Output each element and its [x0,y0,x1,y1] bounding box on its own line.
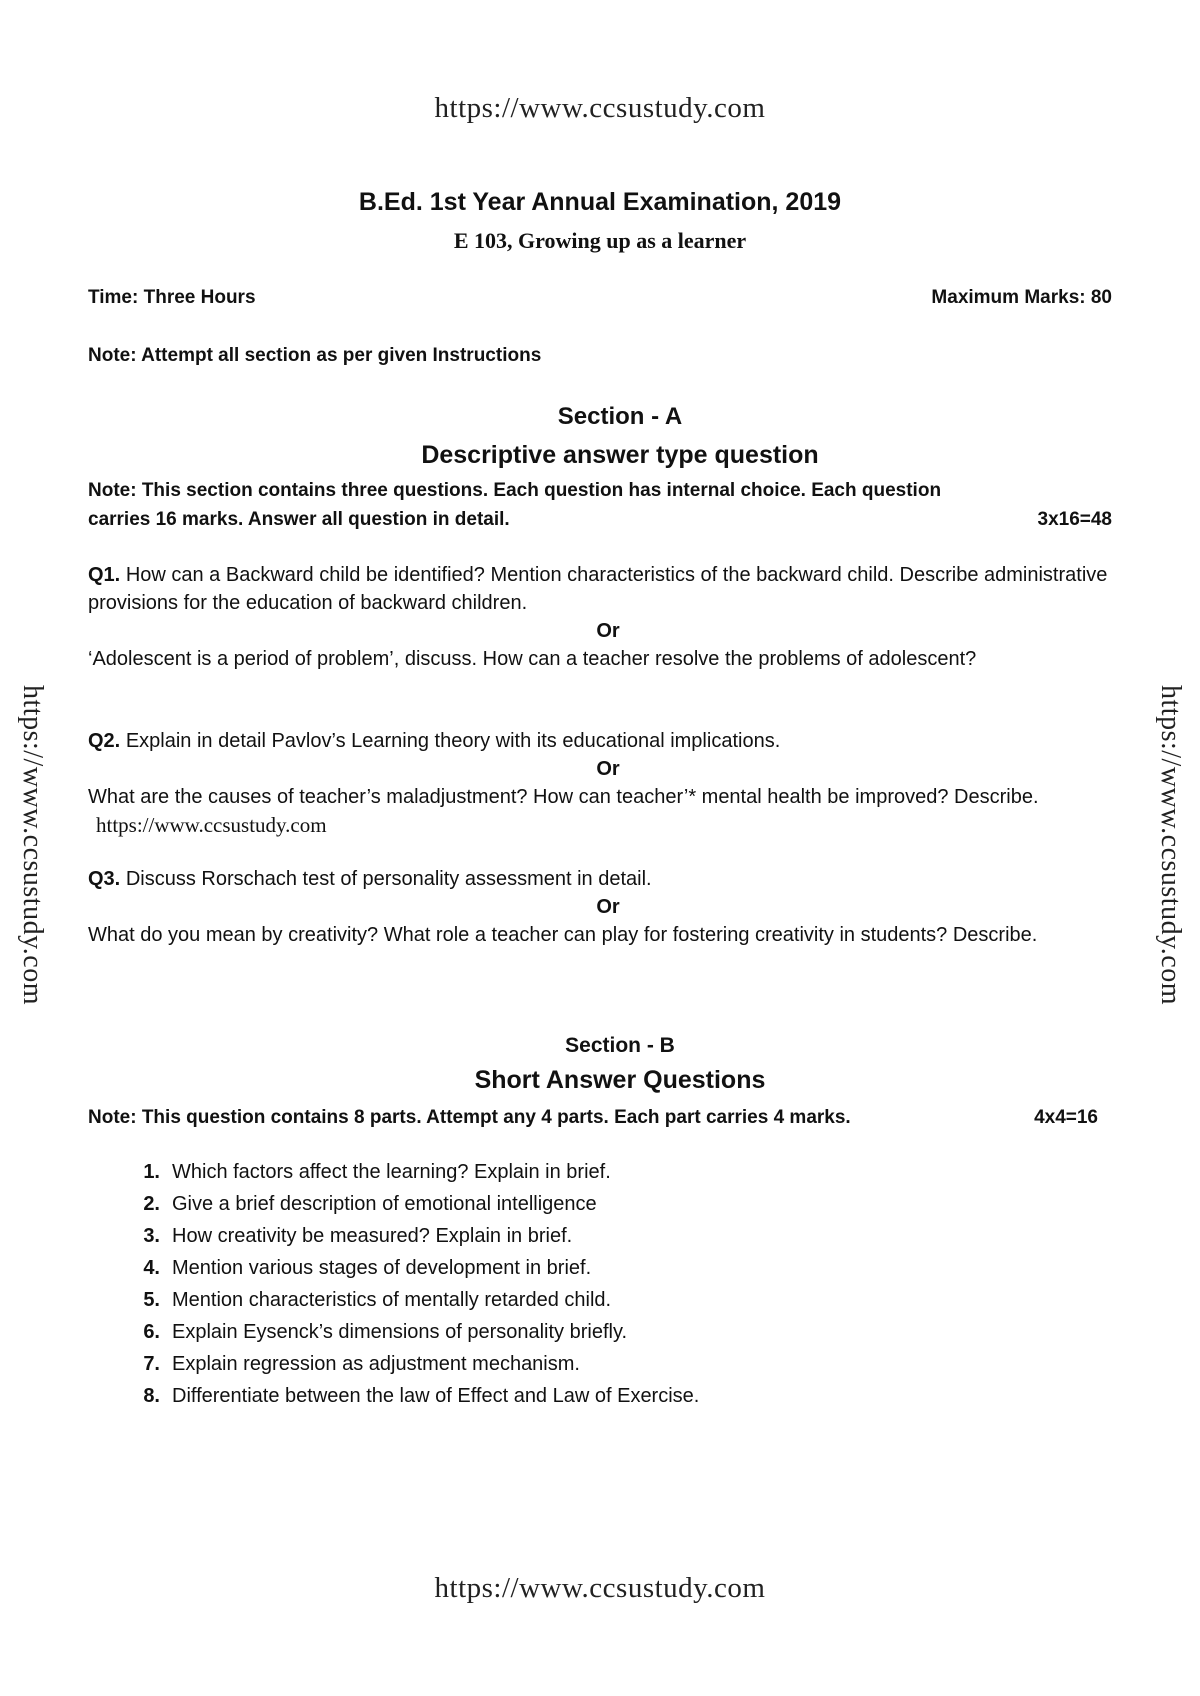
list-item-text: Explain regression as adjustment mechanism. [172,1353,580,1375]
section-a-note-line2-row [88,505,1112,534]
watermark-url-top: https://www.ccsustudy.com [434,92,766,124]
short-question-list [118,1156,1018,1412]
list-item-text: Mention characteristics of mentally retarded child. [172,1289,612,1311]
question-2 [88,727,1148,840]
list-item-text: Differentiate between the law of Effect and Law of Exercise. [172,1385,700,1407]
list-item-number: 5. [143,1289,160,1311]
question-1-or: Or [596,620,620,642]
watermark-url-left: https://www.ccsustudy.com [17,685,48,1005]
watermark-url-bottom: https://www.ccsustudy.com [434,1572,766,1604]
list-item-number: 7. [143,1353,160,1375]
section-b-subheading: Short Answer Questions [474,1066,766,1094]
list-item [118,1348,1018,1380]
list-item-text: Explain Eysenck’s dimensions of personality briefly. [172,1321,628,1343]
question-3-main [88,865,1148,893]
list-item [118,1220,1018,1252]
section-b-marks: 4x4=16 [1034,1107,1098,1128]
exam-subtitle: E 103, Growing up as a learner [453,228,747,253]
list-item-number: 6. [143,1321,160,1343]
list-item [118,1316,1018,1348]
list-item-text: Mention various stages of development in brief. [172,1257,592,1279]
question-1 [88,561,1148,673]
section-b-note: Note: This question contains 8 parts. Attempt any 4 parts. Each part carries 4 marks. [88,1107,851,1128]
watermark-url-right: https://www.ccsustudy.com [1155,685,1186,1005]
list-item-text: Give a brief description of emotional intelligence [172,1193,597,1215]
question-3-text: Discuss Rorschach test of personality assessment in detail. [125,868,652,890]
exam-time: Time: Three Hours [88,287,256,308]
section-b-note-row [88,1103,1098,1132]
section-b-heading: Section - B [565,1034,675,1057]
list-item [118,1252,1018,1284]
question-1-label: Q1. [88,564,121,586]
list-item [118,1380,1018,1412]
question-3-label: Q3. [88,868,121,890]
question-1-alternative: ‘Adolescent is a period of problem’, discuss. How can a teacher resolve the problems of adolescent? [88,648,977,670]
list-item-number: 1. [143,1161,160,1183]
question-2-text: Explain in detail Pavlov’s Learning theory with its educational implications. [125,730,781,752]
watermark-url-inline: https://www.ccsustudy.com [96,813,327,837]
list-item-number: 2. [143,1193,160,1215]
question-3 [88,865,1148,949]
exam-title: B.Ed. 1st Year Annual Examination, 2019 [358,188,842,216]
question-2-or: Or [596,758,620,780]
question-2-alternative-row [88,783,1148,840]
section-a-subheading: Descriptive answer type question [421,441,819,469]
section-a-note-line1: Note: This section contains three questions. Each question has internal choice. Each question [88,480,942,501]
list-item [118,1156,1018,1188]
list-item-number: 4. [143,1257,160,1279]
section-a-note [88,476,1112,534]
list-item-number: 8. [143,1385,160,1407]
section-a-note-line2: carries 16 marks. Answer all question in detail. [88,509,510,530]
list-item [118,1284,1018,1316]
list-item [118,1188,1018,1220]
question-1-text: How can a Backward child be identified? Mention characteristics of the backward child. Describe administrative provisions for the education of backward children. [88,564,1108,614]
question-2-alternative: What are the causes of teacher’s maladjustment? How can teacher’* mental health be improved? Describe. [88,786,1039,808]
section-a-heading: Section - A [557,403,683,430]
exam-max-marks: Maximum Marks: 80 [931,287,1112,308]
list-item-text: Which factors affect the learning? Explain in brief. [172,1161,611,1183]
list-item-text: How creativity be measured? Explain in brief. [172,1225,573,1247]
list-item-number: 3. [143,1225,160,1247]
question-2-label: Q2. [88,730,121,752]
exam-meta-row [88,287,1112,309]
question-1-main [88,561,1148,617]
general-note: Note: Attempt all section as per given Instructions [88,345,542,366]
question-2-main [88,727,1148,755]
question-3-or: Or [596,896,620,918]
section-a-marks: 3x16=48 [1037,509,1112,530]
question-3-alternative: What do you mean by creativity? What role a teacher can play for fostering creativity in students? Describe. [88,924,1038,946]
